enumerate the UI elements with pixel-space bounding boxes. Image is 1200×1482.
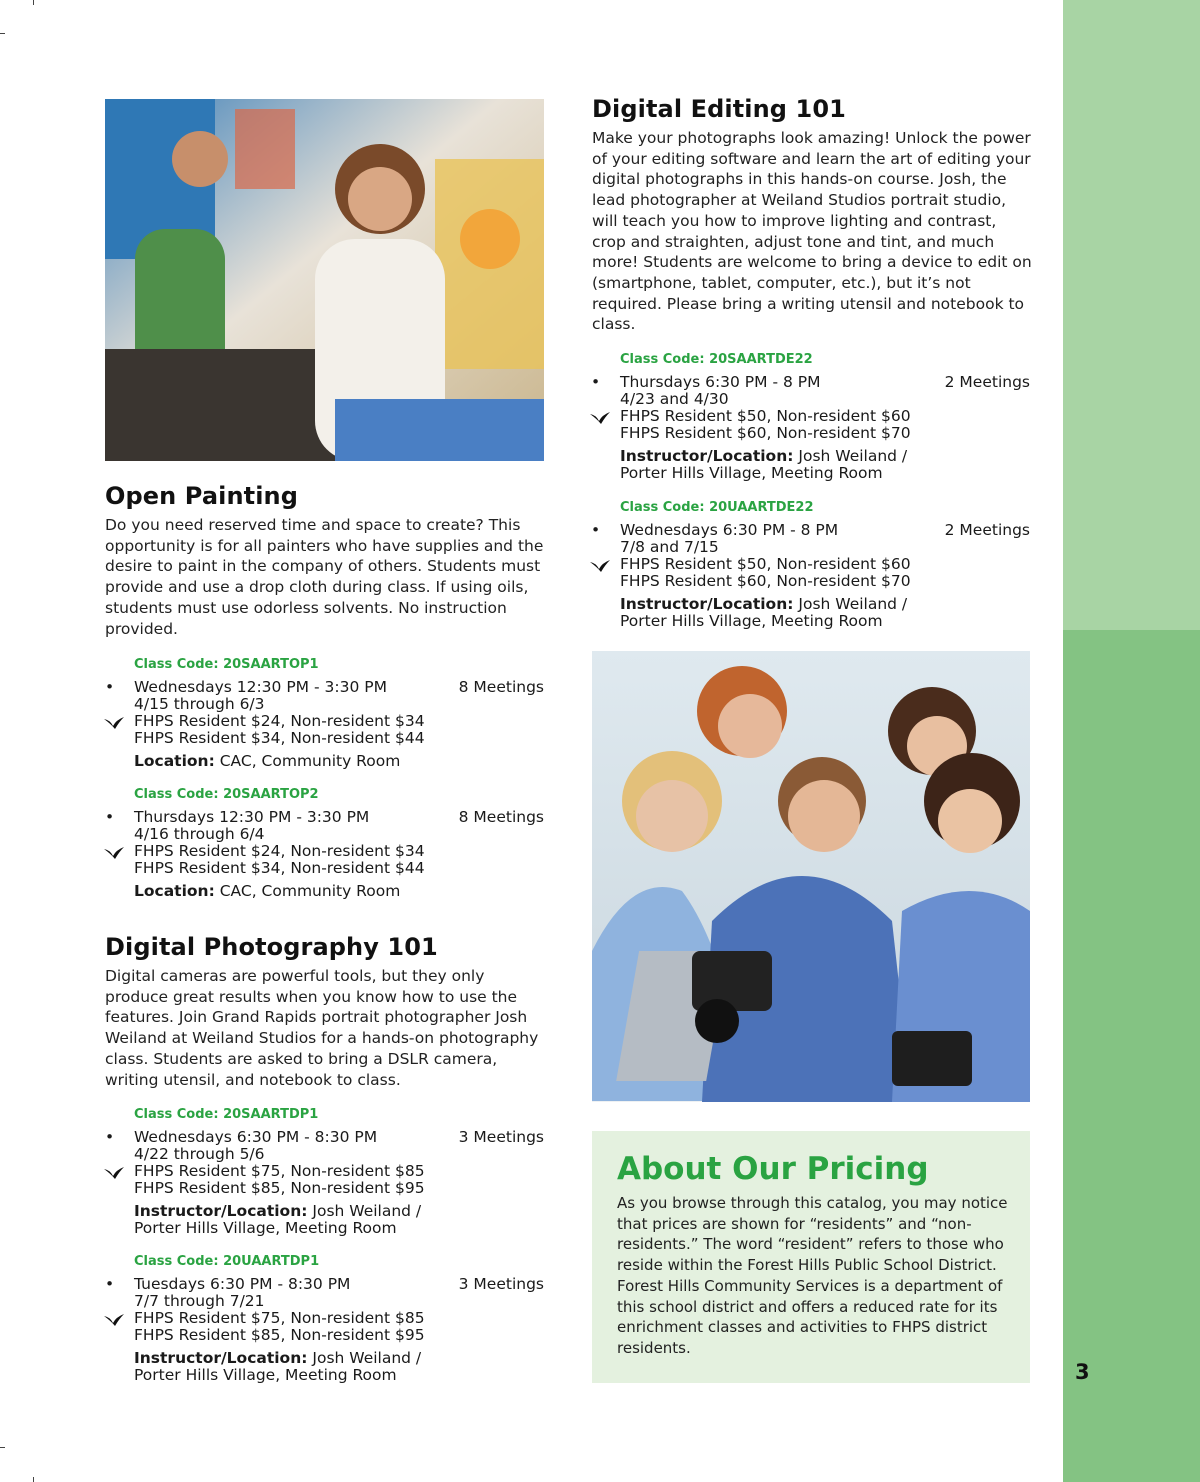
bullet: • xyxy=(105,678,115,696)
pricing-body: As you browse through this catalog, you may notice that prices are shown for “residents” and “non-residents.” The word “resident” refers to those who reside within the Forest Hills Public School District. Forest Hills Community Services is a department of this school district and offers a reduced rate for its enrichment classes and activities to FHPS district residents. xyxy=(617,1194,1008,1357)
crop-mark xyxy=(33,1477,34,1482)
class-price-resident: FHPS Resident $50, Non-resident $60 xyxy=(620,407,911,425)
senior-discount-icon xyxy=(103,1313,125,1327)
senior-discount-icon xyxy=(589,559,611,573)
digital-editing-class-2 xyxy=(591,500,1030,630)
class-meetings: 2 Meetings xyxy=(944,521,1030,539)
class-meetings: 8 Meetings xyxy=(458,808,544,826)
crop-mark xyxy=(0,1447,5,1448)
class-price-senior: FHPS Resident $85, Non-resident $95 xyxy=(134,1326,425,1344)
open-painting-class-1 xyxy=(105,657,544,770)
bullet: • xyxy=(105,1128,115,1146)
pricing-callout xyxy=(592,1131,1030,1383)
digital-editing-section xyxy=(592,95,1032,335)
class-location: Porter Hills Village, Meeting Room xyxy=(620,612,883,630)
photography-group-photo xyxy=(592,651,1030,1102)
class-location: CAC, Community Room xyxy=(219,882,401,900)
digital-photography-section xyxy=(105,933,545,1090)
class-price-senior: FHPS Resident $85, Non-resident $95 xyxy=(134,1179,425,1197)
page-number: 3 xyxy=(1075,1360,1090,1384)
bullet: • xyxy=(105,808,115,826)
digital-editing-class-1 xyxy=(591,352,1030,482)
class-schedule: Tuesdays 6:30 PM - 8:30 PM xyxy=(134,1275,351,1293)
senior-discount-icon xyxy=(103,716,125,730)
class-dates: 4/15 through 6/3 xyxy=(134,695,265,713)
painting-class-photo xyxy=(105,99,544,461)
senior-discount-icon xyxy=(589,411,611,425)
digital-photography-class-1 xyxy=(105,1107,544,1237)
class-meetings: 3 Meetings xyxy=(458,1128,544,1146)
location-label: Instructor/Location: xyxy=(134,1349,308,1367)
class-dates: 7/8 and 7/15 xyxy=(620,538,719,556)
location-label: Instructor/Location: xyxy=(134,1202,308,1220)
class-price-resident: FHPS Resident $24, Non-resident $34 xyxy=(134,842,425,860)
class-schedule: Wednesdays 6:30 PM - 8 PM xyxy=(620,521,839,539)
class-code: Class Code: 20SAARTDP1 xyxy=(134,1107,319,1122)
class-location: CAC, Community Room xyxy=(219,752,401,770)
senior-discount-icon xyxy=(103,1166,125,1180)
open-painting-description: Do you need reserved time and space to create? This opportunity is for all painters who have supplies and the desire to paint in the company of others. Students must provide and use a drop cloth during class. If using oils, students must use odorless solvents. No instruction provided. xyxy=(105,516,544,638)
bullet: • xyxy=(591,521,601,539)
class-code: Class Code: 20UAARTDP1 xyxy=(134,1254,320,1269)
class-code: Class Code: 20SAARTDE22 xyxy=(620,352,813,367)
class-schedule: Wednesdays 12:30 PM - 3:30 PM xyxy=(134,678,387,696)
class-code: Class Code: 20UAARTDE22 xyxy=(620,500,814,515)
class-code: Class Code: 20SAARTOP1 xyxy=(134,657,319,672)
class-meetings: 3 Meetings xyxy=(458,1275,544,1293)
class-instructor: Josh Weiland / xyxy=(312,1202,422,1220)
class-dates: 4/22 through 5/6 xyxy=(134,1145,265,1163)
class-price-senior: FHPS Resident $60, Non-resident $70 xyxy=(620,572,911,590)
bullet: • xyxy=(591,373,601,391)
class-schedule: Thursdays 12:30 PM - 3:30 PM xyxy=(134,808,370,826)
class-price-resident: FHPS Resident $50, Non-resident $60 xyxy=(620,555,911,573)
class-location: Porter Hills Village, Meeting Room xyxy=(134,1219,397,1237)
location-label: Location: xyxy=(134,882,215,900)
digital-photography-title: Digital Photography 101 xyxy=(105,933,438,961)
senior-discount-icon xyxy=(103,846,125,860)
class-price-senior: FHPS Resident $34, Non-resident $44 xyxy=(134,859,425,877)
digital-photography-class-2 xyxy=(105,1254,544,1384)
class-price-resident: FHPS Resident $75, Non-resident $85 xyxy=(134,1309,425,1327)
class-meetings: 8 Meetings xyxy=(458,678,544,696)
crop-mark xyxy=(33,0,34,5)
class-price-senior: FHPS Resident $60, Non-resident $70 xyxy=(620,424,911,442)
class-code: Class Code: 20SAARTOP2 xyxy=(134,787,319,802)
class-dates: 7/7 through 7/21 xyxy=(134,1292,265,1310)
digital-photography-description: Digital cameras are powerful tools, but they only produce great results when you know how to use the features. Join Grand Rapids portrait photographer Josh Weiland at Weiland Studios for a hands-on photography class. Students are asked to bring a DSLR camera, writing utensil, and notebook to class. xyxy=(105,967,539,1089)
location-label: Location: xyxy=(134,752,215,770)
class-instructor: Josh Weiland / xyxy=(798,447,908,465)
location-label: Instructor/Location: xyxy=(620,595,794,613)
class-schedule: Thursdays 6:30 PM - 8 PM xyxy=(620,373,821,391)
class-instructor: Josh Weiland / xyxy=(312,1349,422,1367)
class-meetings: 2 Meetings xyxy=(944,373,1030,391)
digital-editing-description: Make your photographs look amazing! Unlock the power of your editing software and learn the art of editing your digital photographs in this hands-on course. Josh, the lead photographer at Weiland Studios portrait studio, will teach you how to improve lighting and contrast, crop and straighten, adjust tone and tint, and much more! Students are welcome to bring a device to edit on (smartphone, tablet, computer, etc.), but it’s not required. Please bring a writing utensil and notebook to class. xyxy=(592,129,1032,334)
side-tab-dark xyxy=(1063,630,1200,1482)
class-price-senior: FHPS Resident $34, Non-resident $44 xyxy=(134,729,425,747)
bullet: • xyxy=(105,1275,115,1293)
open-painting-class-2 xyxy=(105,787,544,900)
open-painting-title: Open Painting xyxy=(105,482,299,510)
class-instructor: Josh Weiland / xyxy=(798,595,908,613)
class-schedule: Wednesdays 6:30 PM - 8:30 PM xyxy=(134,1128,378,1146)
class-dates: 4/23 and 4/30 xyxy=(620,390,729,408)
class-location: Porter Hills Village, Meeting Room xyxy=(134,1366,397,1384)
class-price-resident: FHPS Resident $75, Non-resident $85 xyxy=(134,1162,425,1180)
digital-editing-title: Digital Editing 101 xyxy=(592,95,846,123)
crop-mark xyxy=(0,33,5,34)
class-location: Porter Hills Village, Meeting Room xyxy=(620,464,883,482)
pricing-title: About Our Pricing xyxy=(617,1151,929,1187)
class-dates: 4/16 through 6/4 xyxy=(134,825,265,843)
class-price-resident: FHPS Resident $24, Non-resident $34 xyxy=(134,712,425,730)
side-tab-light xyxy=(1063,0,1200,630)
location-label: Instructor/Location: xyxy=(620,447,794,465)
open-painting-section xyxy=(105,482,545,639)
